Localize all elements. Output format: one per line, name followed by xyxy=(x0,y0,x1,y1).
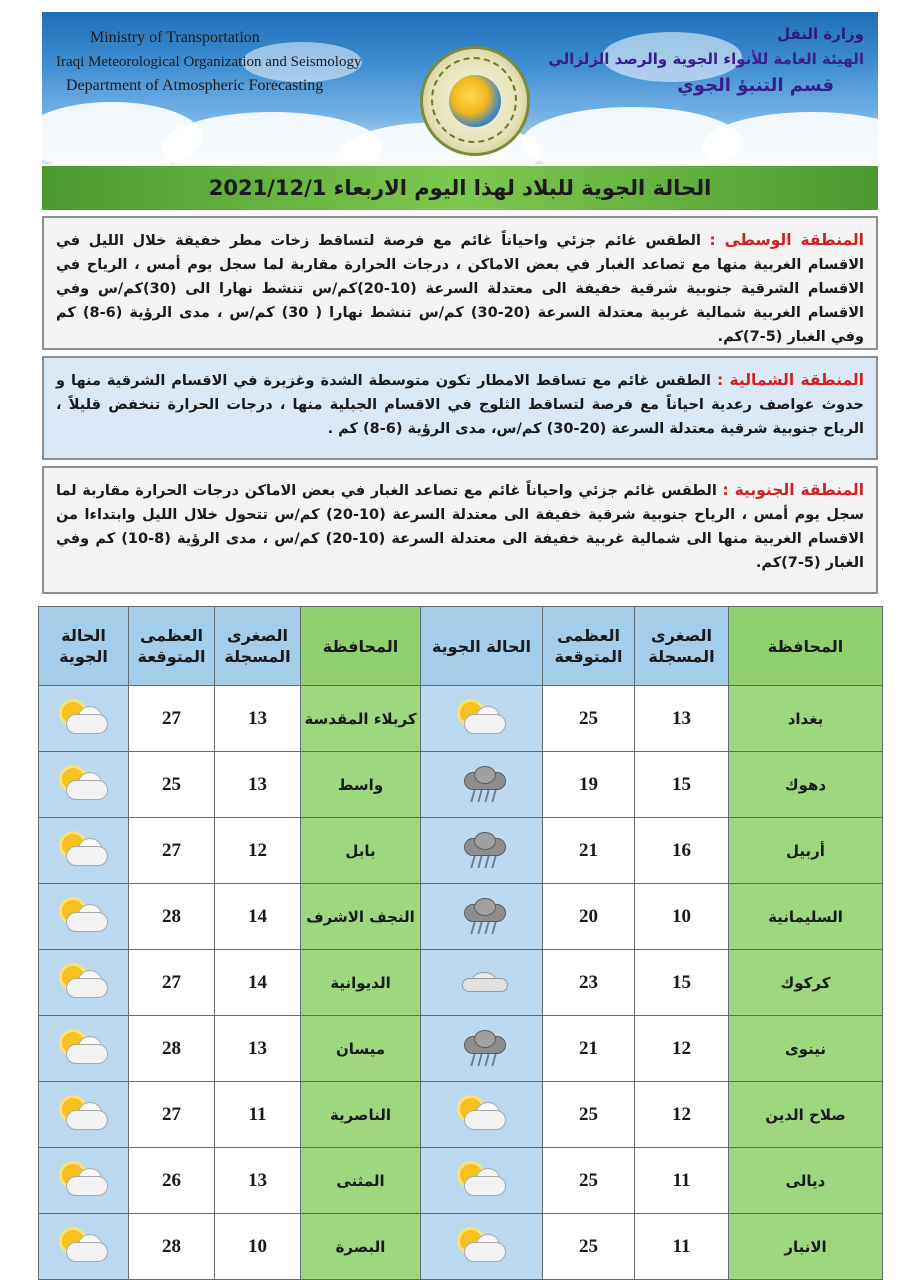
rain-cloud-icon xyxy=(454,832,510,870)
region-north xyxy=(42,356,878,460)
max-temp-cell: 19 xyxy=(543,752,635,818)
table-row xyxy=(39,1016,883,1082)
max-temp-cell: 25 xyxy=(129,752,215,818)
header-max-left: العظمى المتوقعة xyxy=(129,607,215,686)
min-temp-cell: 13 xyxy=(215,1148,301,1214)
organization-name-ar: الهيئة العامة للأنواء الجوية والرصد الزلزالي xyxy=(548,50,864,68)
weather-cell xyxy=(39,950,129,1016)
region-central-text: الطقس غائم جزئي واحياناً غائم مع فرصة لتساقط زخات مطر خفيفة خلال الليل في الاقسام الغربية منها مع تصاعد الغبار في بعض الاماكن ، درجات الحرارة مقاربة لما سجل يوم أمس ، الرياح في الاقسام الشرقية جنوبية شرقية خفيفة الى معتدلة السرعة (10-20)كم/س تنشط نهارا الى (30)كم/س وفي الاقسام الغربية شمالية غربية معتدلة السرعة (20-30) كم/س تنشط نهارا ( 30) كم/س ، مدى الرؤية (6-8) كم وفي الغبار (5-7)كم. xyxy=(56,233,865,345)
province-cell: بغداد xyxy=(729,686,883,752)
weather-cell xyxy=(421,950,543,1016)
max-temp-cell: 25 xyxy=(543,686,635,752)
min-temp-cell: 13 xyxy=(215,752,301,818)
partly-cloudy-icon xyxy=(454,1096,510,1134)
max-temp-cell: 20 xyxy=(543,884,635,950)
partly-cloudy-icon xyxy=(56,1030,112,1068)
table-row xyxy=(39,1148,883,1214)
max-temp-cell: 25 xyxy=(543,1148,635,1214)
cloudy-icon xyxy=(454,964,510,1002)
arabic-header xyxy=(548,22,864,100)
header-province-left: المحافظة xyxy=(301,607,421,686)
province-cell: الديوانية xyxy=(301,950,421,1016)
weather-cell xyxy=(421,686,543,752)
header-max-right: العظمى المتوقعة xyxy=(543,607,635,686)
province-cell: البصرة xyxy=(301,1214,421,1280)
rain-cloud-icon xyxy=(454,898,510,936)
partly-cloudy-icon xyxy=(56,832,112,870)
partly-cloudy-icon xyxy=(56,766,112,804)
table-row xyxy=(39,1082,883,1148)
region-south-text: الطقس غائم جزئي واحياناً غائم مع تصاعد الغبار في بعض الاماكن درجات الحرارة مقاربة لما سجل يوم أمس ، الرياح جنوبية شرقية خفيفة الى معتدلة السرعة (10-20) كم/س تتحول خلال الليل وابتداءا من الاقسام الغربية منها الى شمالية غربية خفيفة الى معتدلة السرعة (10-20) كم/س ، مدى الرؤية (8-10) كم وفي الغبار (5-7)كم. xyxy=(56,483,864,571)
table-row xyxy=(39,884,883,950)
min-temp-cell: 15 xyxy=(635,950,729,1016)
weather-cell xyxy=(421,818,543,884)
province-cell: السليمانية xyxy=(729,884,883,950)
region-south xyxy=(42,466,878,594)
province-cell: الناصرية xyxy=(301,1082,421,1148)
province-cell: كركوك xyxy=(729,950,883,1016)
max-temp-cell: 26 xyxy=(129,1148,215,1214)
partly-cloudy-icon xyxy=(454,1228,510,1266)
table-row xyxy=(39,950,883,1016)
weather-cell xyxy=(39,1082,129,1148)
header-min-right: الصغرى المسجلة xyxy=(635,607,729,686)
province-cell: ميسان xyxy=(301,1016,421,1082)
weather-cell xyxy=(39,1214,129,1280)
header-min-left: الصغرى المسجلة xyxy=(215,607,301,686)
max-temp-cell: 23 xyxy=(543,950,635,1016)
weather-cell xyxy=(421,884,543,950)
table-row xyxy=(39,818,883,884)
weather-cell xyxy=(39,752,129,818)
department-name-ar: قسم التنبؤ الجوي xyxy=(677,75,834,96)
partly-cloudy-icon xyxy=(56,964,112,1002)
region-north-text: الطقس غائم مع تساقط الامطار تكون متوسطة الشدة وغزيرة في الاقسام الشرقية منها و حدوث عواصف رعدية احياناً مع فرصة لتساقط الثلوج في الاقسام الجبلية منها ، درجات الحرارة تنخفض قليلاً ، الرياح جنوبية شرقية معتدلة السرعة (20-30) كم/س، مدى الرؤية (6-8) كم . xyxy=(56,373,864,437)
min-temp-cell: 12 xyxy=(635,1016,729,1082)
table-row xyxy=(39,1214,883,1280)
min-temp-cell: 13 xyxy=(635,686,729,752)
table-row xyxy=(39,686,883,752)
max-temp-cell: 28 xyxy=(129,884,215,950)
province-cell: ديالى xyxy=(729,1148,883,1214)
province-cell: دهوك xyxy=(729,752,883,818)
max-temp-cell: 27 xyxy=(129,1082,215,1148)
min-temp-cell: 11 xyxy=(635,1214,729,1280)
weather-cell xyxy=(421,1082,543,1148)
forecast-sheet xyxy=(38,8,882,1272)
max-temp-cell: 27 xyxy=(129,818,215,884)
max-temp-cell: 25 xyxy=(543,1082,635,1148)
partly-cloudy-icon xyxy=(56,898,112,936)
header-banner xyxy=(42,12,878,164)
partly-cloudy-icon xyxy=(56,700,112,738)
province-cell: المثنى xyxy=(301,1148,421,1214)
weather-cell xyxy=(39,884,129,950)
header-weather-right: الحالة الجوية xyxy=(421,607,543,686)
ministry-name-ar: وزارة النقل xyxy=(777,25,864,43)
min-temp-cell: 14 xyxy=(215,884,301,950)
page-title: الحالة الجوية للبلاد لهذا اليوم الاربعاء 2021/12/1 xyxy=(42,166,878,210)
header-weather-left: الحالة الجوية xyxy=(39,607,129,686)
department-name-en: Department of Atmospheric Forecasting xyxy=(66,77,324,94)
min-temp-cell: 11 xyxy=(215,1082,301,1148)
weather-cell xyxy=(421,1016,543,1082)
region-central-name: المنطقة الوسطى : xyxy=(709,231,864,249)
weather-cell xyxy=(39,818,129,884)
weather-cell xyxy=(421,1148,543,1214)
region-north-name: المنطقة الشمالية : xyxy=(716,371,864,389)
province-cell: الانبار xyxy=(729,1214,883,1280)
min-temp-cell: 12 xyxy=(215,818,301,884)
min-temp-cell: 13 xyxy=(215,686,301,752)
min-temp-cell: 10 xyxy=(635,884,729,950)
weather-cell xyxy=(39,686,129,752)
max-temp-cell: 27 xyxy=(129,950,215,1016)
max-temp-cell: 28 xyxy=(129,1214,215,1280)
province-cell: واسط xyxy=(301,752,421,818)
min-temp-cell: 16 xyxy=(635,818,729,884)
max-temp-cell: 21 xyxy=(543,818,635,884)
min-temp-cell: 14 xyxy=(215,950,301,1016)
max-temp-cell: 21 xyxy=(543,1016,635,1082)
region-south-name: المنطقة الجنوبية : xyxy=(722,481,864,499)
max-temp-cell: 25 xyxy=(543,1214,635,1280)
rain-cloud-icon xyxy=(454,766,510,804)
partly-cloudy-icon xyxy=(56,1228,112,1266)
weather-cell xyxy=(39,1148,129,1214)
province-cell: صلاح الدين xyxy=(729,1082,883,1148)
min-temp-cell: 13 xyxy=(215,1016,301,1082)
min-temp-cell: 10 xyxy=(215,1214,301,1280)
province-cell: أربيل xyxy=(729,818,883,884)
weather-cell xyxy=(39,1016,129,1082)
region-central xyxy=(42,216,878,350)
weather-cell xyxy=(421,1214,543,1280)
organization-logo xyxy=(420,46,530,156)
province-cell: النجف الاشرف xyxy=(301,884,421,950)
province-cell: بابل xyxy=(301,818,421,884)
province-cell: نينوى xyxy=(729,1016,883,1082)
min-temp-cell: 12 xyxy=(635,1082,729,1148)
english-header xyxy=(56,26,361,98)
partly-cloudy-icon xyxy=(454,1162,510,1200)
province-cell: كربلاء المقدسة xyxy=(301,686,421,752)
min-temp-cell: 11 xyxy=(635,1148,729,1214)
table-row xyxy=(39,752,883,818)
weather-cell xyxy=(421,752,543,818)
forecast-table xyxy=(38,606,883,1280)
table-header-row xyxy=(39,607,883,686)
partly-cloudy-icon xyxy=(56,1162,112,1200)
rain-cloud-icon xyxy=(454,1030,510,1068)
partly-cloudy-icon xyxy=(56,1096,112,1134)
min-temp-cell: 15 xyxy=(635,752,729,818)
header-province-right: المحافظة xyxy=(729,607,883,686)
max-temp-cell: 27 xyxy=(129,686,215,752)
max-temp-cell: 28 xyxy=(129,1016,215,1082)
partly-cloudy-icon xyxy=(454,700,510,738)
organization-name-en: Iraqi Meteorological Organization and Seismology xyxy=(56,54,362,70)
ministry-name-en: Ministry of Transportation xyxy=(90,29,260,46)
